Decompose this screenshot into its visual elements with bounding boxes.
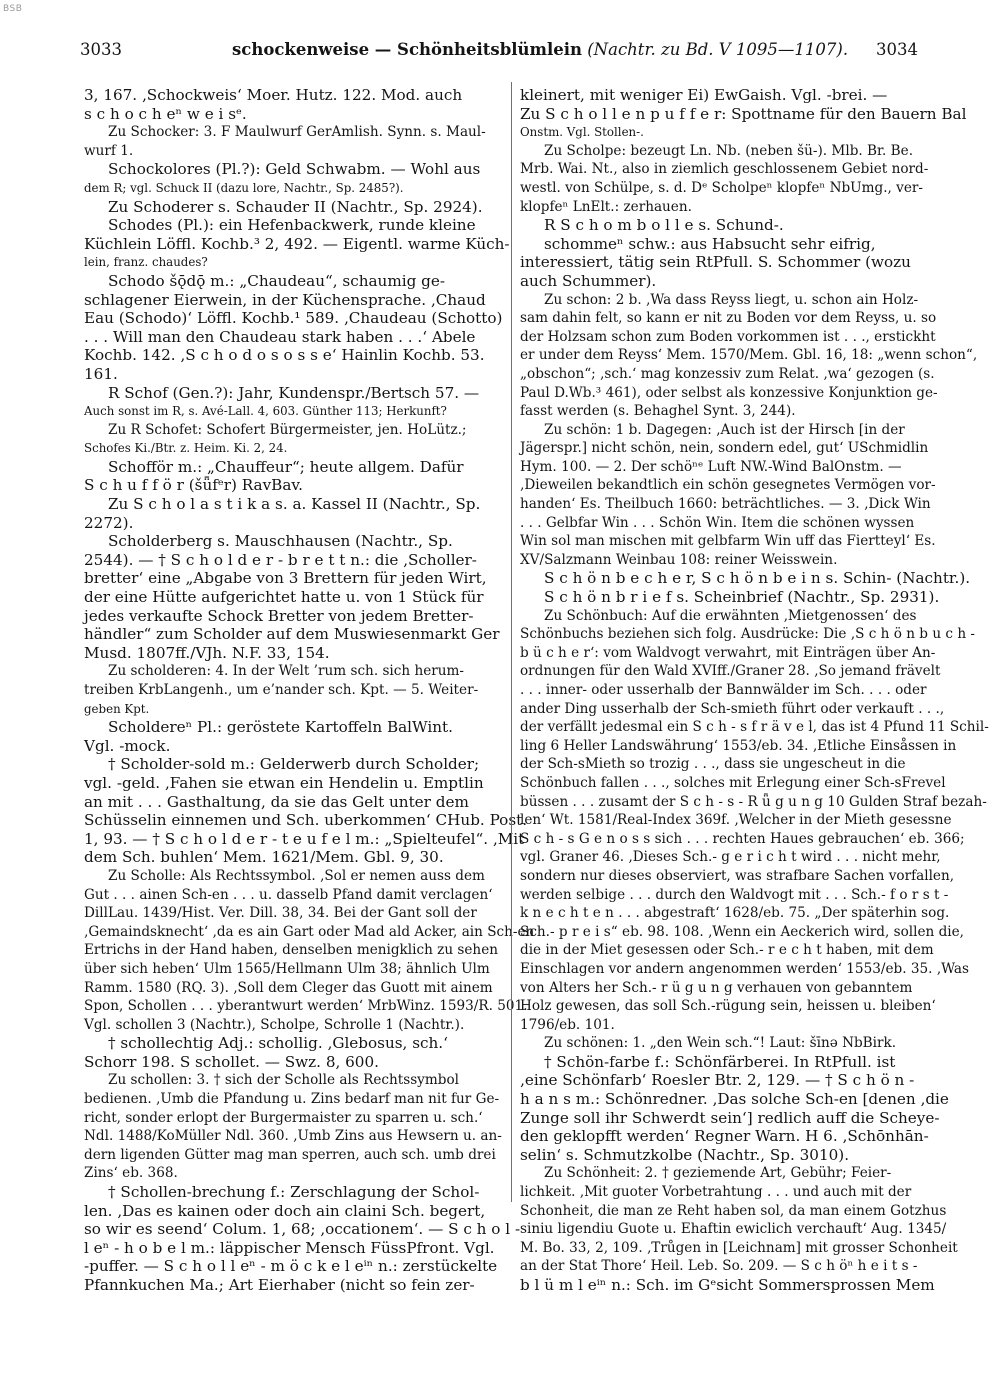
- text-line: ‚eine Schönfarb‘ Roesler Btr. 2, 129. — † S c h ö n -: [520, 1071, 915, 1090]
- text-line: len‘ Wt. 1581/Real-Index 369f. ‚Welcher in der Mieth gesessne: [520, 812, 952, 829]
- text-line: ‚Dieweilen bekandtlich ein schön gesegnetes Vermögen vor-: [520, 477, 936, 494]
- text-line: klopfeⁿ LnElt.: zerhauen.: [520, 198, 692, 215]
- text-line: Vgl. schollen 3 (Nachtr.), Scholpe, Schrolle 1 (Nachtr.).: [84, 1016, 465, 1033]
- text-line: Ertrichs in der Hand haben, denselben menigklich zu sehen: [84, 942, 498, 959]
- text-line: schommeⁿ schw.: aus Habsucht sehr eifrig,: [544, 234, 876, 253]
- running-head-reference: (Nachtr. zu Bd. V 1095—1107).: [581, 40, 849, 59]
- text-line: Zu schönen: 1. „den Wein sch.“! Laut: šīnǝ NbBirk.: [544, 1035, 897, 1052]
- text-line: . . . inner- oder usserhalb der Bannwälder im Sch. . . . oder: [520, 682, 927, 698]
- text-line: dem Sch. buhlen‘ Mem. 1621/Mem. Gbl. 9, 30.: [84, 848, 444, 867]
- text-line: † Scholder-sold m.: Gelderwerb durch Scholder;: [108, 755, 480, 774]
- text-line: Zu schön: 1 b. Dagegen: ‚Auch ist der Hirsch [in der: [544, 421, 905, 438]
- text-line: Hym. 100. — 2. Der schöⁿᵉ Luft NW.-Wind BalOnstm. —: [520, 458, 902, 475]
- text-line: Schönbuchs beziehen sich folg. Ausdrücke: Die ‚S c h ö n b u c h -: [520, 626, 975, 643]
- text-line: handen‘ Es. Theilbuch 1660: beträchtliches. — 3. ‚Dick Win: [520, 496, 931, 513]
- text-line: Zins‘ eb. 368.: [84, 1165, 178, 1182]
- text-line: der eine Hütte aufgerichtet hatte u. von 1 Stück für: [84, 588, 484, 607]
- text-line: DillLau. 1439/Hist. Ver. Dill. 38, 34. Bei der Gant soll der: [84, 905, 477, 922]
- text-line: Paul D.Wb.³ 461), oder selbst als konzessive Konjunktion ge-: [520, 384, 938, 401]
- text-line: den geklopfft werden‘ Regner Warn. H 6. ‚Schōnhān-: [520, 1127, 929, 1146]
- text-line: Schofför m.: „Chauffeur“; heute allgem. Dafür: [108, 457, 464, 476]
- text-line: schlagener Eierwein, in der Küchensprache. ‚Chaud: [84, 290, 486, 309]
- text-line: S c h ö n b e c h e r, S c h ö n b e i n s. Schin- (Nachtr.).: [544, 569, 971, 588]
- text-line: wurf 1.: [84, 142, 134, 159]
- text-line: Zu Scholle: Als Rechtssymbol. ‚Sol er nemen auss dem: [108, 867, 485, 884]
- text-line: M. Bo. 33, 2, 109. ‚Trůgen in [Leichnam] mit grosser Schonheit: [520, 1239, 958, 1256]
- text-line: S c h ö n b r i e f s. Scheinbrief (Nachtr., Sp. 2931).: [544, 588, 940, 607]
- text-line: Scholdereⁿ Pl.: geröstete Kartoffeln BalWint.: [108, 718, 453, 737]
- text-line: Zu S c h o l l e n p u f f e r: Spottname für den Bauern Bal: [520, 104, 967, 123]
- text-line: s c h o c h eⁿ w e i sᵉ.: [84, 104, 247, 123]
- text-line: Musd. 1807ff./VJh. N.F. 33, 154.: [84, 643, 330, 662]
- text-line: dem R; vgl. Schuck II (dazu lore, Nachtr., Sp. 2485?).: [84, 180, 404, 195]
- page-number-right: 3034: [876, 40, 918, 59]
- text-line: Schüsselin einnemen und Sch. uberkommen‘ CHub. Post.: [84, 811, 528, 830]
- text-line: 161.: [84, 364, 118, 383]
- text-line: Win sol man mischen mit gelbfarm Win uff das Fiertteyl‘ Es.: [520, 533, 936, 550]
- text-line: der Sch-sMieth so trozig . . ., dass sie ungescheut in die: [520, 756, 906, 773]
- text-line: 2544). — † S c h o l d e r - b r e t t n.: die ‚Scholler-: [84, 550, 477, 569]
- text-line: . . . Gelbfar Win . . . Schön Win. Item die schönen wyssen: [520, 514, 915, 531]
- text-line: er under dem Reyss‘ Mem. 1570/Mem. Gbl. 16, 18: „wenn schon“,: [520, 347, 978, 364]
- text-line: Mrb. Wai. Nt., also in ziemlich geschlossenem Gebiet nord-: [520, 161, 929, 178]
- text-line: R Schof (Gen.?): Jahr, Kundenspr./Bertsch 57. —: [108, 383, 480, 402]
- text-line: Sch.- p r e i s“ eb. 98. 108. ‚Wenn ein Aeckerich wird, sollen die,: [520, 923, 964, 940]
- text-line: Ramm. 1580 (RQ. 3). ‚Soll dem Cleger das Guott mit ainem: [84, 979, 493, 996]
- text-line: Schönbuch fallen . . ., solches mit Erlegung einer Sch-sFrevel: [520, 774, 946, 791]
- text-line: Zu Scholpe: bezeugt Ln. Nb. (neben šü-). Mlb. Br. Be.: [544, 142, 914, 159]
- text-line: -puffer. — S c h o l l eⁿ - m ö c k e l eⁱⁿ n.: zerstückelte: [84, 1257, 498, 1276]
- text-line: ‚Gemaindsknecht‘ ‚da es ain Gart oder Mad ald Acker, ain Sch-en: [84, 923, 535, 940]
- text-line: auch Schummer).: [520, 271, 657, 290]
- text-line: Schonheit, die man ze Reht haben sol, da man einem Gotzhus: [520, 1202, 947, 1219]
- text-line: 1, 93. — † S c h o l d e r - t e u f e l m.: „Spielteufel“. ‚Mit: [84, 829, 525, 848]
- text-line: Zu schollen: 3. † sich der Scholle als Rechtssymbol: [108, 1072, 459, 1089]
- text-line: 2272).: [84, 513, 134, 532]
- text-line: werden selbige . . . durch den Waldvogt mit . . . Sch.- f o r s t -: [520, 886, 949, 903]
- text-line: Zu Schönheit: 2. † geziemende Art, Gebühr; Feier-: [544, 1165, 892, 1182]
- text-line: vgl. -geld. ‚Fahen sie etwan ein Hendelin u. Emptlin: [84, 773, 484, 792]
- text-line: † Schön-farbe f.: Schönfärberei. In RtPfull. ist: [544, 1052, 896, 1071]
- text-line: lein, franz. chaudes?: [84, 255, 208, 270]
- text-line: Spon, Schollen . . . yberantwurt werden‘ MrbWinz. 1593/R. 501.: [84, 998, 528, 1015]
- text-line: richt, sonder erlopt der Burgermaister zu sparren u. sch.‘: [84, 1109, 483, 1126]
- text-line: über sich heben‘ Ulm 1565/Hellmann Ulm 38; ähnlich Ulm: [84, 960, 490, 977]
- text-line: Schofes Ki./Btr. z. Heim. Ki. 2, 24.: [84, 441, 288, 456]
- text-line: lichkeit. ‚Mit guoter Vorbetrahtung . . . und auch mit der: [520, 1184, 912, 1201]
- left-column: [84, 86, 535, 1295]
- text-line: Ndl. 1488/KoMüller Ndl. 360. ‚Umb Zins aus Hewsern u. an-: [84, 1128, 502, 1145]
- text-line: Vgl. -mock.: [84, 736, 171, 755]
- text-line: treiben KrbLangenh., um e’nander sch. Kpt. — 5. Weiter-: [84, 682, 479, 698]
- text-line: . . . Will man den Chaudeau stark haben . . .‘ Abele: [84, 327, 476, 346]
- text-line: Küchlein Löffl. Kochb.³ 2, 492. — Eigentl. warme Küch-: [84, 234, 510, 253]
- text-line: Scholderberg s. Mauschhausen (Nachtr., Sp.: [108, 532, 453, 551]
- text-line: Onstm. Vgl. Stollen-.: [520, 125, 644, 140]
- text-line: Schockolores (Pl.?): Geld Schwabm. — Wohl aus: [108, 160, 481, 179]
- text-line: l eⁿ - h o b e l m.: läppischer Mensch FüssPfront. Vgl.: [84, 1238, 495, 1257]
- text-line: Schodes (Pl.): ein Hefenbackwerk, runde kleine: [108, 216, 476, 235]
- text-line: so wir es seend‘ Colum. 1, 68; ‚occationem‘. — S c h o l -: [84, 1220, 521, 1239]
- text-line: Zu Schönbuch: Auf die erwähnten ‚Mietgenossen‘ des: [544, 607, 917, 624]
- text-line: jedes verkaufte Schock Bretter von jedem Bretter-: [84, 606, 474, 625]
- text-line: † schollechtig Adj.: schollig. ‚Glebosus, sch.‘: [108, 1034, 448, 1053]
- text-line: XV/Salzmann Weinbau 108: reiner Weisswein.: [520, 551, 838, 568]
- text-line: bedienen. ‚Umb die Pfandung u. Zins bedarf man nit fur Ge-: [84, 1091, 500, 1108]
- text-line: sondern nur dieses observiert, was strafbare Sachen vorfallen,: [520, 867, 955, 884]
- text-line: interessiert, tätig sein RtPfull. S. Schommer (wozu: [520, 253, 911, 272]
- text-line: Gut . . . ainen Sch-en . . . u. dasselb Pfand damit verclagen‘: [84, 886, 493, 903]
- column-divider: [511, 82, 512, 1202]
- text-line: bretter‘ eine „Abgabe von 3 Brettern für jeden Wirt,: [84, 569, 487, 588]
- text-line: sam dahin felt, so kann er nit zu Boden vor dem Reyss, u. so: [520, 310, 937, 327]
- text-line: dern ligenden Gütter mag man sperren, auch sch. umb drei: [84, 1146, 496, 1163]
- text-line: ling 6 Heller Landswährung‘ 1553/eb. 34. ‚Etliche Einsåssen in: [520, 737, 957, 754]
- text-line: Einschlagen vor andern angenommen werden‘ 1553/eb. 35. ‚Was: [520, 960, 969, 977]
- right-column: [520, 86, 989, 1295]
- text-line: geben Kpt.: [84, 701, 150, 716]
- text-line: k n e c h t e n . . . abgestraft‘ 1628/eb. 75. „Der späterhin sog.: [520, 905, 950, 922]
- text-line: S c h - s G e n o s s sich . . . rechten Haues gebrauchen‘ eb. 366;: [520, 830, 965, 847]
- text-line: vgl. Graner 46. ‚Dieses Sch.- g e r i c h t wird . . . nicht mehr,: [520, 849, 941, 866]
- text-line: Schorr 198. S schollet. — Swz. 8, 600.: [84, 1052, 379, 1071]
- text-line: † Schollen-brechung f.: Zerschlagung der Schol-: [108, 1183, 480, 1202]
- text-line: Zunge soll ihr Schwerdt sein‘] redlich auff die Scheye-: [520, 1108, 940, 1127]
- running-head: [232, 40, 848, 64]
- text-line: b ü c h e r‘: vom Waldvogt verwahrt, mit Einträgen über An-: [520, 644, 936, 661]
- text-line: siniu ligendiu Guote u. Ehaftin ewiclich verchauft‘ Aug. 1345/: [520, 1221, 947, 1238]
- text-line: büssen . . . zusamt der S c h - s - R ǖ g u n g 10 Gulden Straf bezah-: [520, 793, 987, 810]
- text-line: der verfällt jedesmal ein S c h - s f r ä v e l, das ist 4 Pfund 11 Schil-: [520, 719, 989, 736]
- text-line: Pfannkuchen Ma.; Art Eierhaber (nicht so fein zer-: [84, 1276, 475, 1294]
- text-line: Auch sonst im R, s. Avé-Lall. 4, 603. Günther 113; Herkunft?: [84, 404, 447, 419]
- text-line: Zu R Schofet: Schofert Bürgermeister, jen. HoLütz.;: [108, 421, 467, 438]
- text-line: ander Ding usserhalb der Sch-smieth führt oder verkauft . . .,: [520, 700, 945, 717]
- text-line: von Alters her Sch.- r ü g u n g verhauen von gebanntem: [520, 979, 913, 996]
- text-line: fasst werden (s. Behaghel Synt. 3, 244).: [520, 403, 796, 420]
- text-line: Kochb. 142. ‚S c h o d o s o s s e‘ Hainlin Kochb. 53.: [84, 346, 485, 365]
- text-line: der Holzsam schon zum Boden vorkommen ist . . ., erstickht: [520, 328, 936, 345]
- text-line: S c h u f f ö r (šǖfᵉr) RavBav.: [84, 476, 303, 495]
- text-line: kleinert, mit weniger Ei) EwGaish. Vgl. -brei. —: [520, 86, 888, 104]
- text-line: 1796/eb. 101.: [520, 1016, 615, 1033]
- text-line: an der Stat Thore‘ Heil. Leb. So. 209. — S c h öⁿ h e i t s -: [520, 1258, 918, 1275]
- text-line: die in der Miet gesessen oder Sch.- r e c h t haben, mit dem: [520, 942, 934, 959]
- text-line: „obschon“; ‚sch.‘ mag konzessiv zum Relat. ‚wa‘ gezogen (s.: [520, 365, 935, 382]
- running-head-headwords: schockenweise — Schönheitsblümlein: [232, 40, 582, 59]
- page-number-left: 3033: [80, 40, 122, 59]
- text-line: len. ‚Das es kainen oder doch ain claini Sch. begert,: [84, 1201, 486, 1220]
- text-line: Zu Schocker: 3. F Maulwurf GerAmlish. Synn. s. Maul-: [108, 124, 486, 141]
- text-line: ordnungen für den Wald XVIff./Graner 28. ‚So jemand frävelt: [520, 663, 941, 680]
- text-line: Zu Schoderer s. Schauder II (Nachtr., Sp. 2924).: [108, 197, 483, 216]
- text-line: Zu schon: 2 b. ‚Wa dass Reyss liegt, u. schon ain Holz-: [544, 291, 919, 308]
- text-line: Eau (Schodo)‘ Löffl. Kochb.¹ 589. ‚Chaudeau (Schotto): [84, 309, 503, 328]
- text-line: westl. von Schülpe, s. d. Dᵉ Scholpeⁿ klopfeⁿ NbUmg., ver-: [520, 179, 924, 196]
- text-line: h a n s m.: Schönredner. ‚Das solche Sch-en [denen ‚die: [520, 1090, 949, 1109]
- text-line: Zu S c h o l a s t i k a s. a. Kassel II (Nachtr., Sp.: [108, 495, 481, 514]
- text-line: händler“ zum Scholder auf dem Muswiesenmarkt Ger: [84, 625, 500, 644]
- text-line: b l ü m l eⁱⁿ n.: Sch. im Gᵉsicht Sommersprossen Mem: [520, 1276, 935, 1294]
- text-line: Schodo šǭdǭ m.: „Chaudeau“, schaumig ge-: [108, 271, 445, 290]
- text-line: selin‘ s. Schmutzkolbe (Nachtr., Sp. 3010).: [520, 1145, 850, 1164]
- text-line: Holz gewesen, das soll Sch.-rügung sein, heissen u. bleiben‘: [520, 998, 936, 1015]
- text-line: Jägerspr.] nicht schön, nein, sondern edel, gut‘ USchmidlin: [520, 440, 929, 457]
- text-line: 3, 167. ‚Schockweis‘ Moer. Hutz. 122. Mod. auch: [84, 86, 463, 104]
- text-line: Zu scholderen: 4. In der Welt ’rum sch. sich herum-: [108, 663, 465, 680]
- text-line: R S c h o m b o l l e s. Schund-.: [544, 216, 784, 235]
- library-stamp: BSB: [3, 4, 23, 14]
- text-line: an mit . . . Gasthaltung, da sie das Gelt unter dem: [84, 792, 469, 811]
